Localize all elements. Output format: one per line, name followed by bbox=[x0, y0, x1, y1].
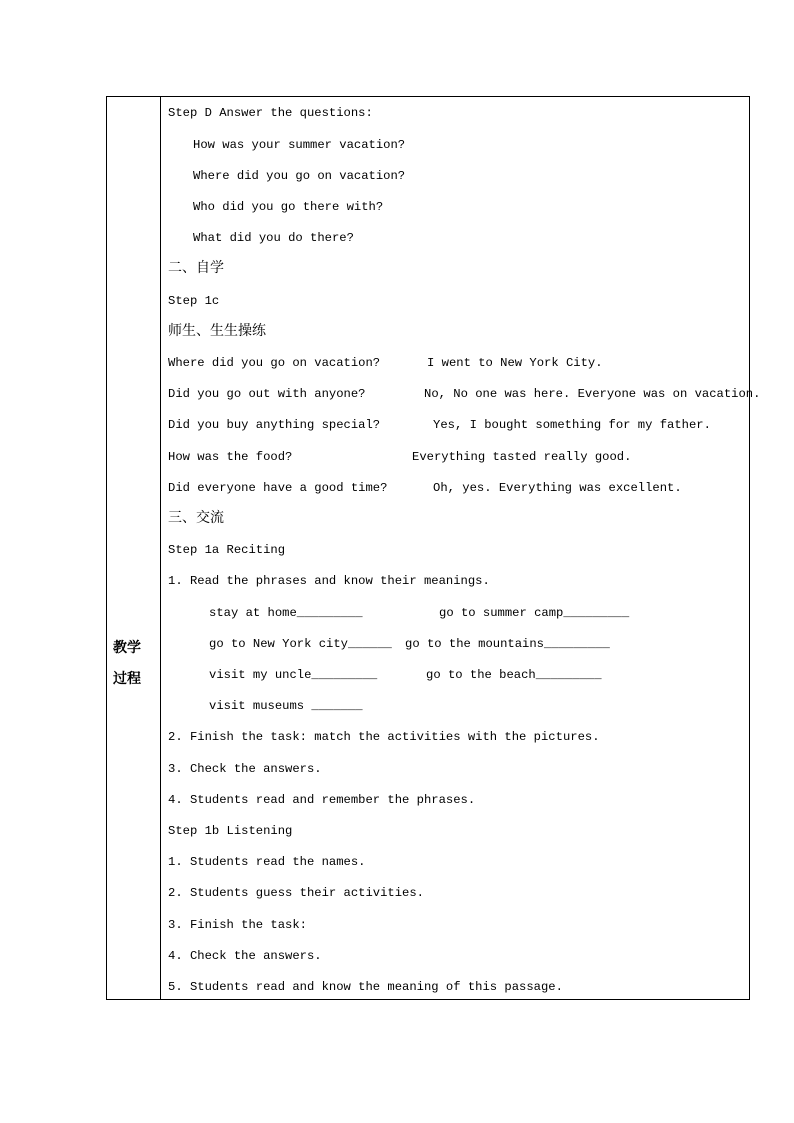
step-1b-item-4: 4. Check the answers. bbox=[168, 949, 322, 963]
section-3-heading: 三、交流 bbox=[168, 510, 224, 526]
dialogue-answer-5: Oh, yes. Everything was excellent. bbox=[433, 481, 682, 495]
step-1b-item-1: 1. Students read the names. bbox=[168, 855, 366, 869]
step-1b-item-5: 5. Students read and know the meaning of this passage. bbox=[168, 980, 563, 994]
phrase-5: visit my uncle_________ bbox=[209, 668, 378, 682]
step-1a-item-3: 3. Check the answers. bbox=[168, 762, 322, 776]
step-d-title: Step D Answer the questions: bbox=[168, 106, 373, 120]
dialogue-question-4: How was the food? bbox=[168, 450, 293, 464]
section-2-heading: 二、自学 bbox=[168, 260, 224, 276]
row-label-cell bbox=[107, 97, 160, 999]
row-label-line-2: 过程 bbox=[113, 671, 141, 687]
column-divider bbox=[160, 97, 161, 999]
practice-subheading: 师生、生生操练 bbox=[168, 323, 266, 339]
question-4: What did you do there? bbox=[193, 231, 354, 245]
step-1b-title: Step 1b Listening bbox=[168, 824, 293, 838]
step-1a-item-4: 4. Students read and remember the phrases. bbox=[168, 793, 476, 807]
question-1: How was your summer vacation? bbox=[193, 138, 406, 152]
question-2: Where did you go on vacation? bbox=[193, 169, 406, 183]
dialogue-answer-1: I went to New York City. bbox=[427, 356, 603, 370]
step-1a-title: Step 1a Reciting bbox=[168, 543, 286, 557]
step-1b-item-2: 2. Students guess their activities. bbox=[168, 886, 424, 900]
dialogue-question-2: Did you go out with anyone? bbox=[168, 387, 366, 401]
step-1b-item-3: 3. Finish the task: bbox=[168, 918, 307, 932]
dialogue-answer-4: Everything tasted really good. bbox=[412, 450, 632, 464]
dialogue-question-3: Did you buy anything special? bbox=[168, 418, 381, 432]
phrase-3: go to New York city______ bbox=[209, 637, 392, 651]
step-1a-item-2: 2. Finish the task: match the activities with the pictures. bbox=[168, 730, 600, 744]
phrase-2: go to summer camp_________ bbox=[439, 606, 630, 620]
step-1a-item-1: 1. Read the phrases and know their meanings. bbox=[168, 574, 490, 588]
dialogue-question-1: Where did you go on vacation? bbox=[168, 356, 381, 370]
row-label-line-1: 教学 bbox=[113, 640, 141, 656]
question-3: Who did you go there with? bbox=[193, 200, 384, 214]
dialogue-question-5: Did everyone have a good time? bbox=[168, 481, 388, 495]
row-label bbox=[113, 633, 141, 695]
phrase-1: stay at home_________ bbox=[209, 606, 363, 620]
dialogue-answer-3: Yes, I bought something for my father. bbox=[433, 418, 711, 432]
dialogue-answer-2: No, No one was here. Everyone was on vacation. bbox=[424, 387, 761, 401]
lesson-table bbox=[106, 96, 761, 1000]
phrase-7: visit museums _______ bbox=[209, 699, 363, 713]
phrase-6: go to the beach_________ bbox=[426, 668, 602, 682]
phrase-4: go to the mountains_________ bbox=[405, 637, 610, 651]
content-cell bbox=[168, 97, 761, 999]
step-1c-title: Step 1c bbox=[168, 294, 220, 308]
